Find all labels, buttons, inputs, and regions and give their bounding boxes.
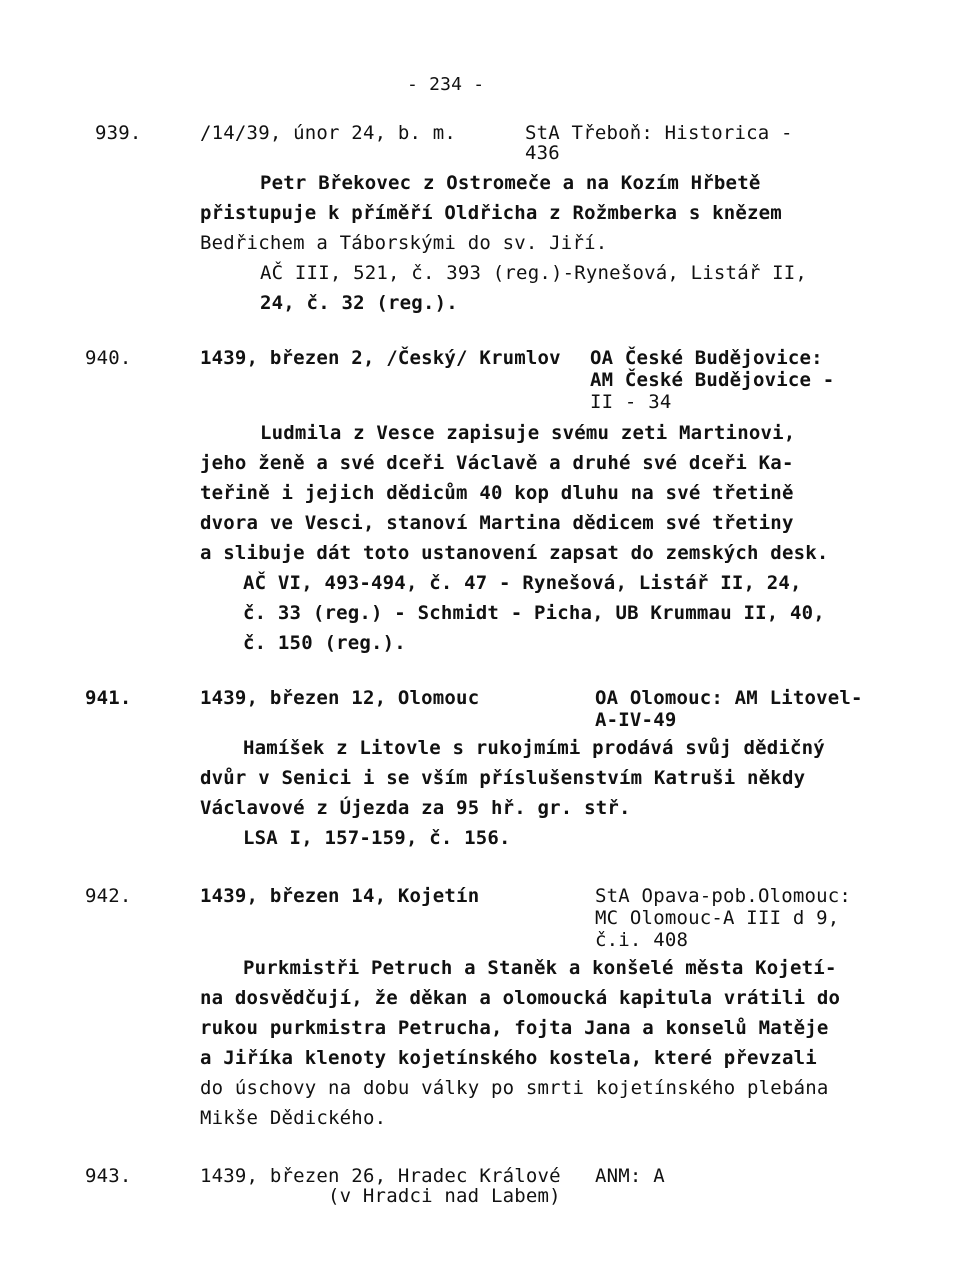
entry-archive-line: OA České Budějovice: (590, 347, 823, 369)
entry-ref-line: č. 150 (reg.). (243, 632, 406, 654)
entry-body-line: Václavové z Újezda za 95 hř. gr. stř. (200, 797, 631, 819)
entry-ref-line: AČ VI, 493-494, č. 47 - Rynešová, Listář II, 24, (243, 572, 802, 594)
entry-ref-line: 24, č. 32 (reg.). (260, 292, 458, 314)
entry-archive-line: MC Olomouc-A III d 9, (595, 907, 840, 929)
entry-date-place: /14/39, únor 24, b. m. (200, 122, 457, 144)
entry-ref-line: č. 33 (reg.) - Schmidt - Picha, UB Krummau II, 40, (243, 602, 825, 624)
entry-archive-line: č.i. 408 (595, 929, 689, 951)
entry-archive-line: StA Opava-pob.Olomouc: (595, 885, 852, 907)
entry-archive-line: StA Třeboň: Historica - (525, 122, 793, 144)
entry-body-line: Bedřichem a Táborskými do sv. Jiří. (200, 232, 608, 254)
entry-ref-line: AČ III, 521, č. 393 (reg.)-Rynešová, Listář II, (260, 262, 808, 284)
entry-date-place-continuation: (v Hradci nad Labem) (328, 1185, 561, 1207)
entry-body-line: jeho ženě a své dceři Václavě a druhé své dceři Ka- (200, 452, 794, 474)
entry-body-line: a Jiříka klenoty kojetínského kostela, které převzali (200, 1047, 817, 1069)
entry-body-line: do úschovy na dobu války po smrti kojetínského plebána (200, 1077, 829, 1099)
entry-body-line: dvůr v Senici i se vším příslušenstvím Katruši někdy (200, 767, 806, 789)
entry-archive-line: AM České Budějovice - (590, 369, 835, 391)
entry-body-line: Hamíšek z Litovle s rukojmími prodává svůj dědičný (243, 737, 825, 759)
entry-body-line: rukou purkmistra Petrucha, fojta Jana a konselů Matěje (200, 1017, 829, 1039)
entry-body-line: a slibuje dát toto ustanovení zapsat do zemských desk. (200, 542, 829, 564)
entry-archive-line: ANM: A (595, 1165, 665, 1187)
entry-body-line: Purkmistři Petruch a Staněk a konšelé města Kojetí- (243, 957, 837, 979)
entry-number: 941. (85, 687, 132, 709)
entry-archive-line: OA Olomouc: AM Litovel- (595, 687, 863, 709)
entry-body-line: Mikše Dědického. (200, 1107, 387, 1129)
entry-date-place: 1439, březen 2, /Český/ Krumlov (200, 347, 561, 369)
entry-body-line: na dosvědčují, že děkan a olomoucká kapitula vrátili do (200, 987, 841, 1009)
entry-number: 943. (85, 1165, 132, 1187)
entry-date-place: 1439, březen 14, Kojetín (200, 885, 480, 907)
entry-body-line: Ludmila z Vesce zapisuje svému zeti Martinovi, (260, 422, 796, 444)
entry-ref-line: LSA I, 157-159, č. 156. (243, 827, 511, 849)
entry-archive-line: 436 (525, 142, 560, 164)
entry-archive-line: II - 34 (590, 391, 672, 413)
entry-number: 942. (85, 885, 132, 907)
entry-number: 940. (85, 347, 132, 369)
entry-body-line: Petr Břekovec z Ostromeče a na Kozím Hřbetě (260, 172, 761, 194)
entry-body-line: dvora ve Vesci, stanoví Martina dědicem své třetiny (200, 512, 794, 534)
entry-number: 939. (95, 122, 142, 144)
entry-date-place: 1439, březen 26, Hradec Králové (200, 1165, 561, 1187)
entry-archive-line: A-IV-49 (595, 709, 677, 731)
page-number: - 234 - (407, 74, 485, 95)
entry-date-place: 1439, březen 12, Olomouc (200, 687, 480, 709)
entry-body-line: teřině i jejich dědicům 40 kop dluhu na své třetině (200, 482, 794, 504)
entry-body-line: přistupuje k příměří Oldřicha z Rožmberka s knězem (200, 202, 782, 224)
